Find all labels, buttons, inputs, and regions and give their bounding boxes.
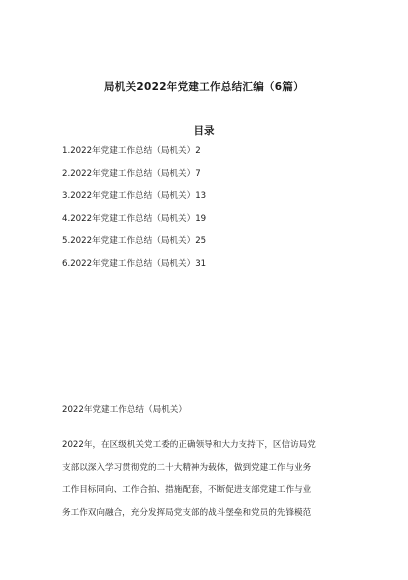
- table-of-contents: [62, 144, 206, 279]
- toc-entry-number: 2.: [62, 168, 71, 179]
- toc-entry-number: 3.: [62, 191, 71, 201]
- paragraph-line: 务工作双向融合，充分发挥局党支部的战斗堡垒和党员的先锋模范: [62, 507, 312, 518]
- toc-entry-page: 31: [195, 258, 207, 269]
- toc-entry-page: 7: [195, 168, 201, 179]
- toc-entry[interactable]: [62, 144, 206, 167]
- toc-entry-number: 6.: [62, 258, 71, 269]
- toc-entry-title: 2022年党建工作总结（局机关）: [70, 168, 196, 179]
- toc-entry-title: 2022年党建工作总结（局机关）: [70, 258, 196, 269]
- toc-entry[interactable]: [62, 167, 206, 190]
- toc-entry-page: 13: [195, 191, 207, 201]
- toc-entry-page: 19: [195, 213, 207, 224]
- toc-entry-title: 2022年党建工作总结（局机关）: [70, 236, 196, 246]
- toc-entry[interactable]: [62, 212, 206, 235]
- toc-entry-page: 25: [195, 236, 207, 246]
- toc-entry[interactable]: [62, 189, 206, 212]
- toc-entry-title: 2022年党建工作总结（局机关）: [70, 191, 196, 201]
- section-heading: 2022年党建工作总结（局机关）: [62, 405, 187, 415]
- toc-entry-number: 1.: [62, 146, 71, 156]
- toc-entry-number: 5.: [62, 236, 71, 246]
- paragraph-line: 工作目标同向、工作合拍、措施配套，不断促进支部党建工作与业: [62, 485, 312, 495]
- paragraph-line: 2022年，在区级机关党工委的正确领导和大力支持下，区信访局党: [62, 440, 316, 450]
- toc-heading: 目录: [193, 125, 215, 137]
- toc-entry-page: 2: [195, 146, 201, 156]
- toc-entry-title: 2022年党建工作总结（局机关）: [70, 213, 196, 224]
- toc-entry-number: 4.: [62, 213, 71, 224]
- paragraph-line: 支部以深入学习贯彻党的二十大精神为载体，做到党建工作与业务: [62, 462, 312, 473]
- body-paragraph: [62, 434, 350, 524]
- toc-entry-title: 2022年党建工作总结（局机关）: [70, 146, 196, 156]
- toc-entry[interactable]: [62, 257, 206, 280]
- toc-entry[interactable]: [62, 234, 206, 257]
- document-title: 局机关2022年党建工作总结汇编（6篇）: [103, 81, 305, 93]
